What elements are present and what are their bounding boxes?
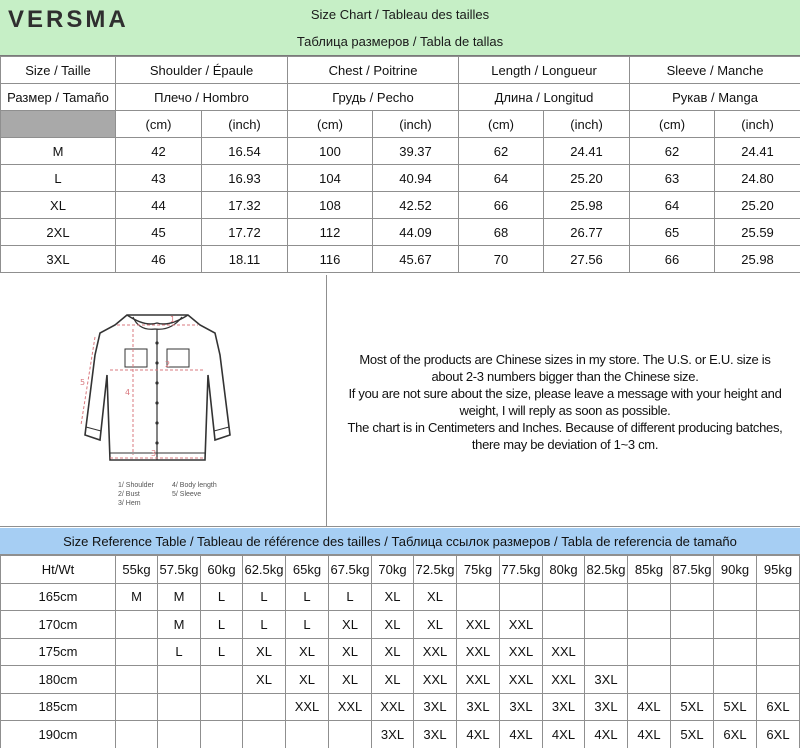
brand-logo: VERSMA (8, 6, 129, 33)
size-cell (671, 583, 714, 611)
size-cell: XL (243, 638, 286, 666)
weight-header: 62.5kg (243, 556, 286, 584)
note-line: there may be deviation of 1~3 cm. (471, 437, 659, 452)
size-cell: XXL (286, 693, 329, 721)
size-cell: 4XL (543, 721, 585, 748)
size-cell (243, 721, 286, 748)
weight-header: 57.5kg (158, 556, 201, 584)
measurement-cell: 66 (630, 246, 715, 273)
weight-header: 75kg (457, 556, 500, 584)
measurement-cell: 46 (116, 246, 202, 273)
size-cell (714, 583, 757, 611)
weight-header: 77.5kg (500, 556, 543, 584)
measurement-cell: 45.67 (373, 246, 459, 273)
svg-text:3: 3 (151, 449, 157, 458)
svg-text:5: 5 (80, 378, 86, 387)
size-cell (757, 583, 800, 611)
size-cell (201, 721, 243, 748)
size-chart-header-row (1, 84, 800, 111)
size-cell: L (243, 583, 286, 611)
size-cell: M (116, 583, 158, 611)
header-chest-alt: Грудь / Pecho (288, 84, 459, 111)
measurement-cell: 26.77 (544, 219, 630, 246)
weight-header: 82.5kg (585, 556, 628, 584)
size-cell (714, 611, 757, 639)
size-cell: XXL (372, 693, 414, 721)
size-cell (757, 611, 800, 639)
legend-sleeve: 5/ Sleeve (172, 491, 202, 498)
weight-header: 87.5kg (671, 556, 714, 584)
measurement-cell: 17.32 (202, 192, 288, 219)
size-reference-table (0, 555, 800, 748)
legend-bust: 2/ Bust (118, 491, 140, 498)
measurement-cell: 24.41 (715, 138, 800, 165)
size-cell: 3XL (585, 693, 628, 721)
table-row (1, 666, 800, 694)
legend-shoulder: 1/ Shoulder (118, 482, 154, 489)
size-label: XL (1, 192, 116, 219)
unit-label: (cm) (459, 111, 544, 138)
size-label: M (1, 138, 116, 165)
size-cell (116, 611, 158, 639)
size-cell (286, 721, 329, 748)
size-cell: XXL (543, 638, 585, 666)
size-cell: L (201, 611, 243, 639)
weight-header: 90kg (714, 556, 757, 584)
measurement-cell: 24.41 (544, 138, 630, 165)
measurement-cell: 64 (630, 192, 715, 219)
size-label: 2XL (1, 219, 116, 246)
size-cell: 3XL (500, 693, 543, 721)
measurement-cell: 43 (116, 165, 202, 192)
height-label: 170cm (1, 611, 116, 639)
size-cell: M (158, 583, 201, 611)
svg-text:1: 1 (170, 315, 176, 324)
measurement-cell: 63 (630, 165, 715, 192)
measurement-cell: 62 (459, 138, 544, 165)
size-cell (714, 666, 757, 694)
unit-label: (inch) (544, 111, 630, 138)
size-cell: L (158, 638, 201, 666)
size-cell: 6XL (757, 721, 800, 748)
reference-table-title: Size Reference Table / Tableau de référence des tailles / Таблица ссылок размеров / Tabla de referencia de tamaño (0, 528, 800, 555)
height-label: 175cm (1, 638, 116, 666)
measurement-cell: 65 (630, 219, 715, 246)
measurement-cell: 27.56 (544, 246, 630, 273)
header-length-alt: Длина / Longitud (459, 84, 630, 111)
size-cell (116, 638, 158, 666)
table-row (1, 611, 800, 639)
size-cell (628, 638, 671, 666)
table-row (1, 246, 800, 273)
size-cell (457, 583, 500, 611)
table-row (1, 638, 800, 666)
size-cell (329, 721, 372, 748)
size-cell: M (158, 611, 201, 639)
size-cell (585, 638, 628, 666)
svg-text:4: 4 (125, 388, 131, 397)
weight-header: 85kg (628, 556, 671, 584)
size-cell (543, 611, 585, 639)
size-cell: XL (286, 666, 329, 694)
size-label: L (1, 165, 116, 192)
size-chart-title: Size Chart / Tableau des tailles (310, 7, 490, 22)
size-cell: 3XL (414, 721, 457, 748)
note-line: If you are not sure about the size, please leave a message with your height and (348, 386, 782, 401)
size-cell (243, 693, 286, 721)
size-cell: XL (372, 583, 414, 611)
weight-header: 67.5kg (329, 556, 372, 584)
measurement-cell: 44 (116, 192, 202, 219)
size-cell: XL (372, 611, 414, 639)
measurement-cell: 66 (459, 192, 544, 219)
weight-header: 55kg (116, 556, 158, 584)
measurement-cell: 42.52 (373, 192, 459, 219)
size-cell (628, 611, 671, 639)
size-cell: XL (414, 583, 457, 611)
header-sleeve: Sleeve / Manche (630, 57, 800, 84)
size-cell (757, 638, 800, 666)
size-cell: XL (329, 638, 372, 666)
header-sleeve-alt: Рукав / Manga (630, 84, 800, 111)
height-label: 190cm (1, 721, 116, 748)
weight-header: 72.5kg (414, 556, 457, 584)
size-cell: XXL (543, 666, 585, 694)
size-cell (757, 666, 800, 694)
size-cell: XL (372, 666, 414, 694)
size-cell (671, 638, 714, 666)
svg-text:2: 2 (165, 360, 171, 369)
size-chart-table (0, 56, 800, 273)
size-cell (671, 666, 714, 694)
measurement-cell: 62 (630, 138, 715, 165)
size-cell (585, 611, 628, 639)
size-cell: L (329, 583, 372, 611)
size-cell: XXL (457, 666, 500, 694)
measurement-cell: 16.54 (202, 138, 288, 165)
garment-diagram (0, 275, 327, 527)
height-label: 165cm (1, 583, 116, 611)
size-cell (543, 583, 585, 611)
unit-label: (cm) (630, 111, 715, 138)
height-weight-header: Ht/Wt (1, 556, 116, 584)
size-cell: XXL (500, 638, 543, 666)
size-cell: 5XL (671, 693, 714, 721)
header-shoulder: Shoulder / Épaule (116, 57, 288, 84)
size-cell (158, 693, 201, 721)
table-row (1, 138, 800, 165)
size-cell: XXL (414, 666, 457, 694)
measurement-cell: 25.20 (715, 192, 800, 219)
weight-header: 70kg (372, 556, 414, 584)
size-chart-header-row (1, 57, 800, 84)
size-cell (158, 666, 201, 694)
reference-header-row (1, 556, 800, 584)
size-cell: XXL (500, 611, 543, 639)
measurement-cell: 68 (459, 219, 544, 246)
header-size-alt: Размер / Tamaño (1, 84, 116, 111)
legend-col-2 (172, 481, 217, 499)
size-cell: XL (372, 638, 414, 666)
measurement-cell: 39.37 (373, 138, 459, 165)
measurement-cell: 42 (116, 138, 202, 165)
measurement-cell: 25.98 (544, 192, 630, 219)
table-row (1, 219, 800, 246)
size-cell: 6XL (757, 693, 800, 721)
measurement-cell: 45 (116, 219, 202, 246)
size-cell: XL (286, 638, 329, 666)
measurement-cell: 16.93 (202, 165, 288, 192)
size-cell: XXL (414, 638, 457, 666)
size-cell: XL (329, 611, 372, 639)
height-label: 185cm (1, 693, 116, 721)
size-cell: 5XL (671, 721, 714, 748)
unit-label: (cm) (116, 111, 202, 138)
measurement-cell: 18.11 (202, 246, 288, 273)
measurement-cell: 25.98 (715, 246, 800, 273)
size-cell: XXL (329, 693, 372, 721)
diagram-and-notes (0, 275, 800, 527)
size-cell: 3XL (414, 693, 457, 721)
measurement-cell: 104 (288, 165, 373, 192)
size-cell: 4XL (500, 721, 543, 748)
size-notes (330, 351, 800, 453)
unit-label: (inch) (715, 111, 800, 138)
measurement-cell: 108 (288, 192, 373, 219)
legend-hem: 3/ Hem (118, 500, 141, 507)
size-cell (201, 666, 243, 694)
weight-header: 60kg (201, 556, 243, 584)
size-cell: L (243, 611, 286, 639)
header-shoulder-alt: Плечо / Hombro (116, 84, 288, 111)
weight-header: 65kg (286, 556, 329, 584)
size-cell: XL (329, 666, 372, 694)
size-cell (116, 721, 158, 748)
jacket-measurement-diagram (55, 295, 255, 485)
size-cell: L (286, 611, 329, 639)
size-cell (500, 583, 543, 611)
size-cell: 4XL (628, 721, 671, 748)
size-cell: 4XL (628, 693, 671, 721)
note-line: The chart is in Centimeters and Inches. Because of different producing batches, (347, 420, 783, 435)
size-cell (116, 666, 158, 694)
size-cell (628, 583, 671, 611)
measurement-cell: 25.59 (715, 219, 800, 246)
size-cell: XXL (457, 638, 500, 666)
size-cell: L (286, 583, 329, 611)
size-cell (671, 611, 714, 639)
size-cell (201, 693, 243, 721)
legend-body-length: 4/ Body length (172, 482, 217, 489)
measurement-cell: 25.20 (544, 165, 630, 192)
measurement-cell: 116 (288, 246, 373, 273)
table-row (1, 693, 800, 721)
size-cell (158, 721, 201, 748)
size-cell: XL (243, 666, 286, 694)
size-cell: 3XL (372, 721, 414, 748)
unit-label: (cm) (288, 111, 373, 138)
measurement-cell: 44.09 (373, 219, 459, 246)
size-cell: 4XL (457, 721, 500, 748)
size-cell (628, 666, 671, 694)
table-row (1, 192, 800, 219)
table-row (1, 721, 800, 748)
measurement-cell: 24.80 (715, 165, 800, 192)
table-row (1, 583, 800, 611)
size-chart-title-ru-es: Таблица размеров / Tabla de tallas (296, 34, 504, 49)
size-label: 3XL (1, 246, 116, 273)
note-line: weight, I will reply as soon as possible. (459, 403, 671, 418)
size-chart-units-row (1, 111, 800, 138)
weight-header: 80kg (543, 556, 585, 584)
header-banner (0, 0, 800, 56)
measurement-cell: 70 (459, 246, 544, 273)
size-cell: XL (414, 611, 457, 639)
size-cell: XXL (457, 611, 500, 639)
note-line: about 2-3 numbers bigger than the Chinese size. (431, 369, 699, 384)
size-cell: 3XL (457, 693, 500, 721)
size-cell: 4XL (585, 721, 628, 748)
header-length: Length / Longueur (459, 57, 630, 84)
size-cell (714, 638, 757, 666)
unit-label: (inch) (202, 111, 288, 138)
measurement-cell: 17.72 (202, 219, 288, 246)
table-row (1, 165, 800, 192)
height-label: 180cm (1, 666, 116, 694)
size-cell: L (201, 638, 243, 666)
measurement-cell: 100 (288, 138, 373, 165)
size-cell: 3XL (585, 666, 628, 694)
header-chest: Chest / Poitrine (288, 57, 459, 84)
header-size: Size / Taille (1, 57, 116, 84)
size-cell: L (201, 583, 243, 611)
size-cell: 5XL (714, 693, 757, 721)
legend-col-1 (118, 481, 154, 508)
size-cell (585, 583, 628, 611)
measurement-cell: 40.94 (373, 165, 459, 192)
grey-cell (1, 111, 116, 138)
size-cell: 3XL (543, 693, 585, 721)
measurement-cell: 64 (459, 165, 544, 192)
size-cell: XXL (500, 666, 543, 694)
weight-header: 95kg (757, 556, 800, 584)
size-cell (116, 693, 158, 721)
note-line: Most of the products are Chinese sizes in my store. The U.S. or E.U. size is (359, 352, 771, 367)
measurement-cell: 112 (288, 219, 373, 246)
size-cell: 6XL (714, 721, 757, 748)
unit-label: (inch) (373, 111, 459, 138)
